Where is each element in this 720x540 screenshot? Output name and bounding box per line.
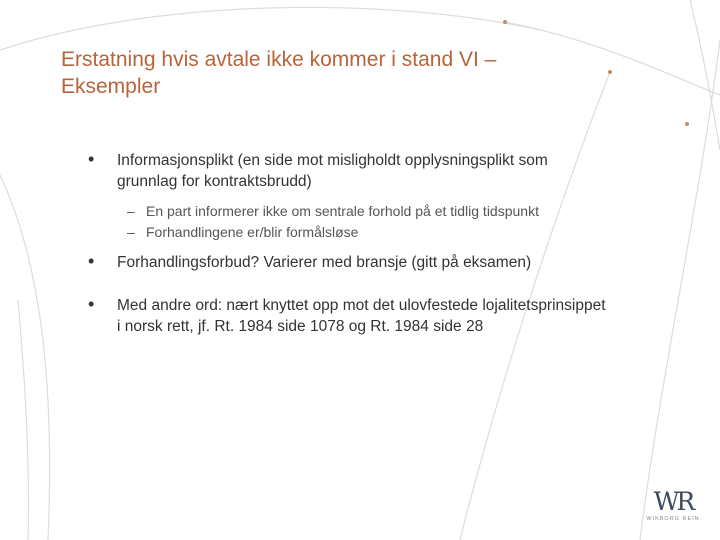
decorative-dot — [685, 122, 689, 126]
bullet-text-line: Informasjonsplikt (en side mot misligholdt opplysningsplikt som — [117, 152, 548, 169]
bullet-item-informasjonsplikt — [88, 150, 698, 192]
dash-icon: – — [127, 203, 135, 219]
slide-title-line-1: Erstatning hvis avtale ikke kommer i stand VI – — [61, 48, 497, 71]
bullet-item-forhandlingsforbud — [88, 252, 698, 273]
company-logo — [640, 488, 706, 532]
slide-title-line-2: Eksempler — [61, 75, 161, 98]
bullet-icon: • — [88, 149, 95, 169]
bullet-icon: • — [88, 251, 95, 271]
sub-item-text: En part informerer ikke om sentrale forhold på et tidlig tidspunkt — [146, 203, 539, 219]
logo-mark: WR — [653, 487, 693, 516]
bullet-text-line: grunnlag for kontraktsbrudd) — [117, 173, 312, 190]
sub-item-text: Forhandlingene er/blir formålsløse — [146, 224, 359, 240]
bullet-list — [88, 150, 698, 337]
slide-title — [61, 46, 621, 100]
logo-text: WIKBORG REIN — [646, 516, 700, 522]
decorative-dot — [503, 20, 507, 24]
sub-item — [127, 201, 698, 222]
bullet-item-lojalitetsprinsippet — [88, 295, 698, 337]
bullet-text-line: i norsk rett, jf. Rt. 1984 side 1078 og Rt. 1984 side 28 — [117, 318, 484, 335]
sub-item — [127, 222, 698, 243]
dash-icon: – — [127, 224, 135, 240]
bullet-icon: • — [88, 294, 95, 314]
bullet-text-line: Med andre ord: nært knyttet opp mot det ulovfestede lojalitetsprinsippet — [117, 297, 606, 314]
bullet-text-line: Forhandlingsforbud? Varierer med bransje (gitt på eksamen) — [117, 254, 532, 271]
